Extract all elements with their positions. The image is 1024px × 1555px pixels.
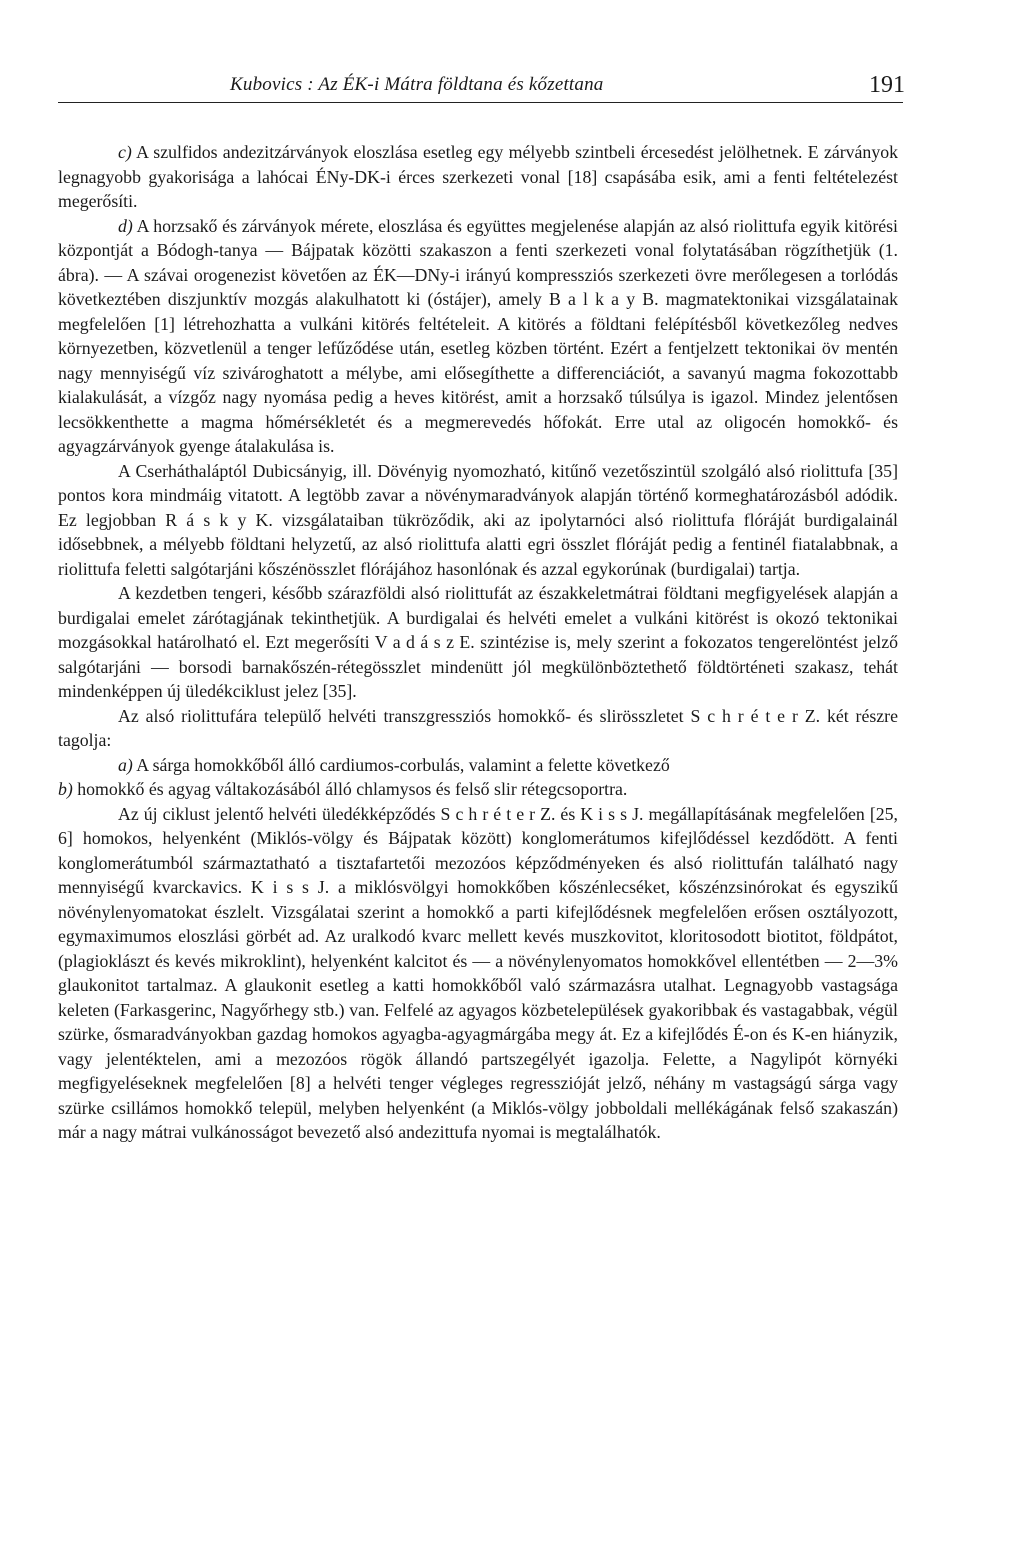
paragraph-text: A szulfidos andezitzárványok eloszlása esetleg egy mélyebb szintbeli ércesedést jelölhetnek. E zárványok legnagyobb gyakorisága a lahócai ÉNy-DK-i érces szerkezeti vonal [18] csapásába esik, ami a fenti feltételezést megerősíti. [58, 142, 898, 211]
paragraph-d [58, 214, 898, 459]
list-item-b [58, 777, 898, 802]
document-page [58, 0, 963, 1555]
paragraph-text: A kezdetben tengeri, később szárazföldi alsó riolittufát az északkeletmátrai földtani megfigyelések alapján a burdigalai emelet zárótagjának tekinthetjük. A burdigalai és helvéti emelet a vulkáni kitörést is okozó tektonikai mozgásokkal határolható el. Ezt megerősíti V a d á s z E. szintézise is, mely szerint a fokozatos tengerelöntést jelző salgótarjáni — borsodi barnakőszén-rétegösszlet mindenütt jól megkülönböztethető földtörténeti szakasz, tehát mindenképpen új üledékciklust jelez [35]. [58, 583, 898, 701]
paragraph-text: A Cserháthaláptól Dubicsányig, ill. Dövényig nyomozható, kitűnő vezetőszintül szolgáló alsó riolittufa [35] pontos kora mindmáig vitatott. A legtöbb zavar a növénymaradványok alapján történő kormeghatározásból adódik. Ez legjobban R á s k y K. vizsgálataiban tükröződik, aki az ipolytarnóci alsó riolittufa flóráját burdigalainál idősebbnek, a mélyebb földtani helyzetű, az alsó riolittufa alatti egri összlet flóráját pedig a fentinél fiatalabbnak, a riolittufa feletti salgótarjáni kőszénösszlet flórájához hasonlónak és azzal egykorúnak (burdigalai) tartja. [58, 460, 898, 579]
paragraph-label: d) [118, 215, 133, 236]
body-text [58, 140, 898, 1145]
list-item-a [58, 753, 898, 778]
list-label: b) [58, 779, 73, 799]
list-text: homokkő és agyag váltakozásából álló chlamysos és felső slir rétegcsoportra. [72, 779, 628, 799]
paragraph-text: Az alsó riolittufára települő helvéti transzgressziós homokkő- és slirösszletet S c h r é t e r Z. két részre tagolja: [58, 705, 898, 750]
running-title: Kubovics : Az ÉK-i Mátra földtana és kőzettana [230, 74, 604, 95]
paragraph-label: c) [118, 142, 132, 162]
paragraph-burdigalian [58, 581, 898, 704]
paragraph-helvetian [58, 704, 898, 753]
paragraph-text: A horzsakő és zárványok mérete, eloszlása és együttes megjelenése alapján az alsó riolittufa egyik kitörési központját a Bódogh-tanya — Bájpatak közötti szakaszon a fenti szerkezeti vonal folytatásában rögzíthetjük (1. ábra). — A szávai orogenezist követően az ÉK—DNy-i irányú kompressziós szerkezeti övre merőlegesen a torlódás következtében diszjunktív mozgás alakulhatott ki (óstájer), amely B a l k a y B. magmatektonikai vizsgálatainak megfelelően [1] létrehozhatta a vulkáni kitörés feltételeit. A kitörés a földtani felépítésből következőleg nedves környezetben, közvetlenül a tenger lefűződése után, esetleg közben történt. Ezért a fentjelzett tektonikai öv mentén nagy mennyiségű víz szivároghatott a mélybe, ami elősegíthette a differenciációt, a savanyú magma fokozottabb kialakulását, a vízgőz nagy nyomása pedig a heves kitörést, amit a horzsakő túlsúlya is igazol. Mindez jelentősen lecsökkenthette a magma hőmérsékletét és a megmerevedés hőfokát. Erre utal az oligocén homokkő- és agyagzárványok gyenge átalakulása is. [58, 215, 898, 456]
paragraph-c [58, 140, 898, 214]
paragraph-new-cycle [58, 802, 898, 1145]
paragraph-text: Az új ciklust jelentő helvéti üledékképződés S c h r é t e r Z. és K i s s J. megállapításának megfelelően [25, 6] homokos, helyenként (Miklós-völgy és Bájpatak között) konglomerátumos kifejlődéssel kezdődött. A fenti konglomerátumból származtatható a tisztafartetői mezozóos képződményeken és alsó riolittufán található nagy mennyiségű kvarckavics. K i s s J. a miklósvölgyi homokkőben kőszénlecséket, kőszénzsinórokat és egyszikű növénylenyomatokat észlelt. Vizsgálatai szerint a homokkő a parti kifejlődésnek megfelelően erősen osztályozott, egymaximumos eloszlási görbét ad. Az uralkodó kvarc mellett kevés muszkovitot, kloritosodott biotitot, földpátot, (plagioklászt és kevés mikroklint), helyenként kalcitot és — a növénylenyomatos homokkővel ellentétben — 2—3% glaukonitot tartalmaz. A glaukonit esetleg a katti homokkőből való származásra utalhat. Legnagyobb vastagsága keleten (Farkasgerinc, Nagyőrhegy stb.) van. Felfelé az agyagos közbetelepülések gyakoribbak és vastagabbak, végül szürke, ősmaradványokban gazdag homokos agyagba-agyagmárgába megy át. Ez a kifejlődés É-on és K-en hiányzik, vagy jelentéktelen, ami a mezozóos rögök állandó partszegélyét igazolja. Felette, a Nagylipót környéki megfigyeléseknek megfelelően [8] a helvéti tenger végleges regresszióját jelző, néhány m vastagságú sárga vagy szürke csillámos homokkő települ, melyben helyenként (a Miklós-völgy jobboldali mellékágának felső szakaszán) már a nagy mátrai vulkánosságot bevezető alsó andezittufa nyomai is megtalálhatók. [58, 803, 898, 1142]
paragraph-age [58, 459, 898, 582]
running-header [58, 72, 903, 103]
list-text: A sárga homokkőből álló cardiumos-corbulás, valamint a felette következő [132, 754, 670, 775]
page-number: 191 [869, 72, 905, 98]
list-label: a) [118, 754, 133, 775]
